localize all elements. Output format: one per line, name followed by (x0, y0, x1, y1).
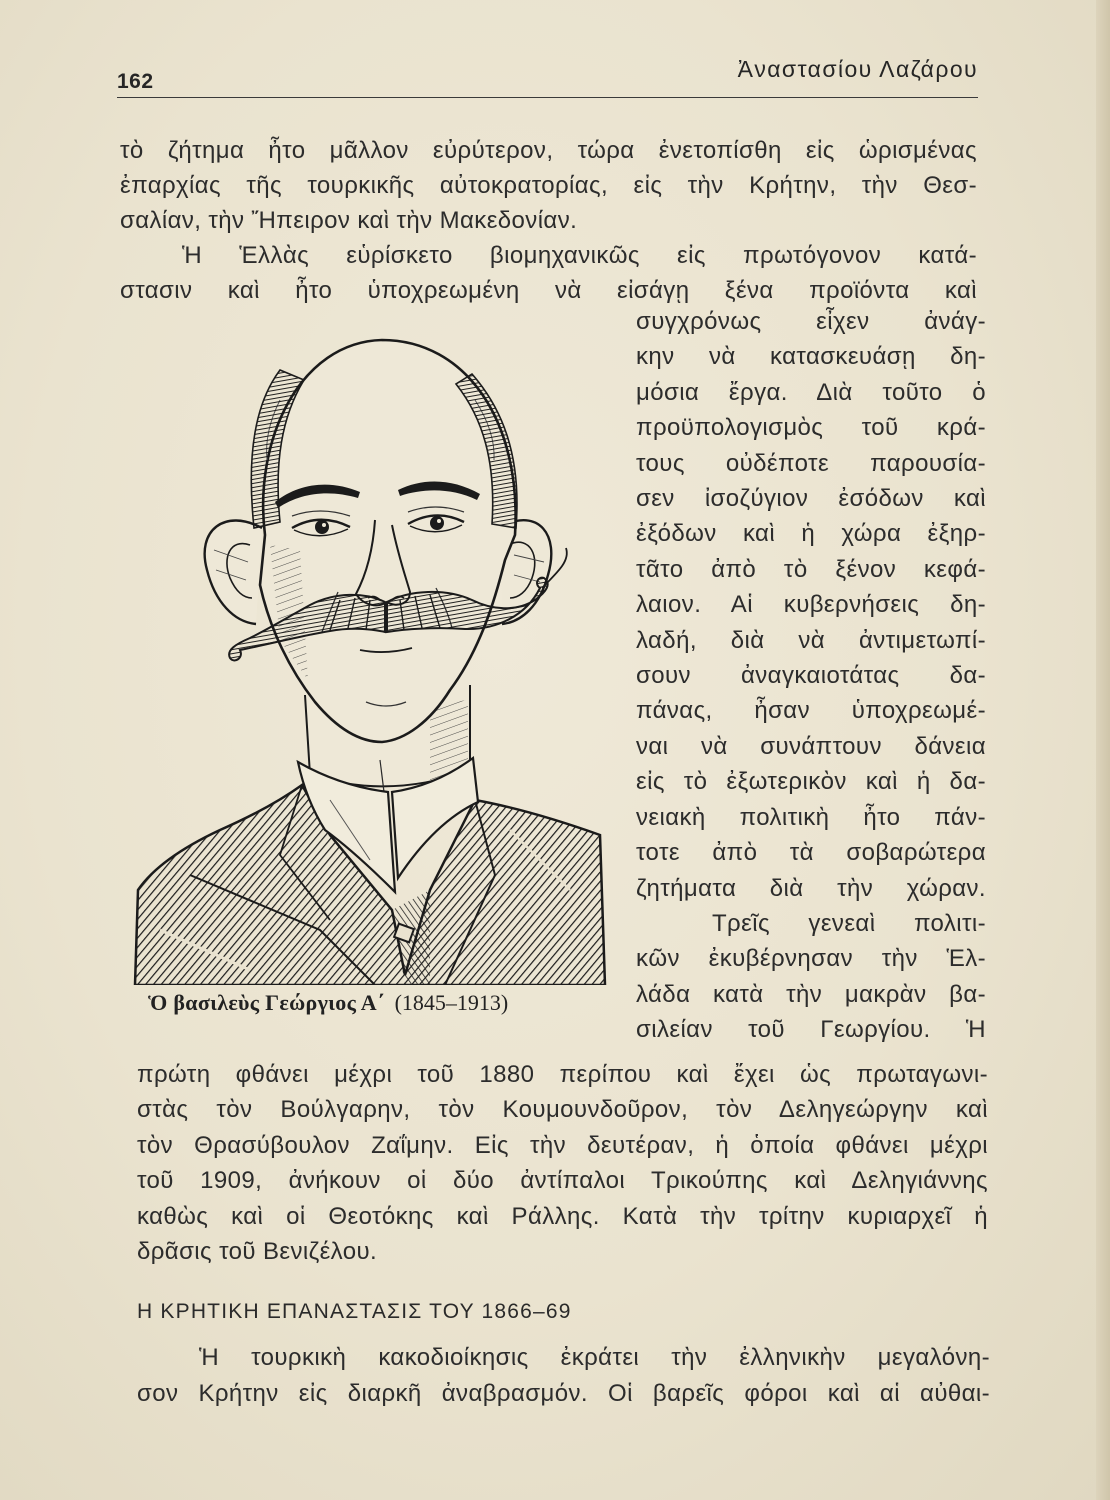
text-line: εἰς τὸ ἐξωτερικὸν καὶ ἡ δα- (636, 768, 986, 796)
section-text-block (137, 1340, 990, 1412)
page-number: 162 (117, 70, 154, 93)
text-line: σεν ἰσοζύγιον ἐσόδων καὶ (636, 485, 986, 513)
caption-dates: (1845–1913) (394, 990, 509, 1015)
text-line: μόσια ἔργα. Διὰ τοῦτο ὁ (636, 378, 986, 406)
text-line: νειακὴ πολιτικὴ ἦτο πάν- (636, 803, 986, 831)
text-line: σιλείαν τοῦ Γεωργίου. Ἡ (636, 1016, 986, 1044)
left-ear (205, 520, 262, 624)
closing-text-block (137, 1057, 988, 1269)
header-rule (117, 97, 978, 98)
text-line: σαλίαν, τὴν Ἤπειρον καὶ τὴν Μακεδονίαν. (120, 207, 578, 234)
text-line: ἐπαρχίας τῆς τουρκικῆς αὐτοκρατορίας, εἰς τὴν Κρήτην, τὴν Θεσ- (120, 172, 977, 199)
text-line: στασιν καὶ ἦτο ὑποχρεωμένη νὰ εἰσάγῃ ξένα προϊόντα καὶ (120, 277, 977, 304)
section-heading: Η ΚΡΗΤΙΚΗ ΕΠΑΝΑΣΤΑΣΙΣ ΤΟΥ 1866–69 (137, 1300, 572, 1323)
text-line: τὸν Θρασύβουλον Ζαΐμην. Εἰς τὴν δευτέραν, ἡ ὁποία φθάνει μέχρι (137, 1131, 988, 1159)
text-line: ζητήματα διὰ τὴν χώραν. (636, 874, 986, 902)
text-line: Τρεῖς γενεαὶ πολιτι- (712, 909, 986, 937)
text-line: σον Κρήτην εἰς διαρκῆ ἀναβρασμόν. Οἱ βαρεῖς φόροι καὶ αἱ αὐθαι- (137, 1380, 990, 1407)
text-line: Ἡ Ἑλλὰς εὑρίσκετο βιομηχανικῶς εἰς πρωτόγονον κατά- (182, 242, 977, 269)
text-line: ναι νὰ συνάπτουν δάνεια (636, 732, 986, 760)
text-line: τοῦ 1909, ἀνήκουν οἱ δύο ἀντίπαλοι Τρικούπης καὶ Δεληγιάννης (137, 1167, 988, 1195)
text-line: τους οὐδέποτε παρουσία- (636, 449, 986, 477)
text-line: λαδή, διὰ νὰ ἀντιμετωπί- (636, 626, 986, 654)
text-line: πρώτη φθάνει μέχρι τοῦ 1880 περίπου καὶ ἔχει ὡς πρωταγωνι- (137, 1061, 988, 1088)
opening-text-block (120, 133, 977, 308)
text-line: τᾶτο ἀπὸ τὸ ξένον κεφά- (636, 555, 986, 583)
text-line: προϋπολογισμὸς τοῦ κρά- (636, 414, 986, 442)
text-line: τὸ ζήτημα ἦτο μᾶλλον εὐρύτερον, τώρα ἐνετοπίσθη εἰς ὡρισμένας (120, 137, 977, 164)
figure-caption (148, 990, 508, 1016)
text-line: κῶν ἐκυβέρνησαν τὴν Ἑλ- (636, 945, 986, 973)
text-line: σουν ἀναγκαιοτάτας δα- (636, 662, 986, 690)
page-edge (1096, 0, 1110, 1500)
portrait-illustration (130, 330, 620, 985)
text-line: συγχρόνως εἶχεν ἀνάγ- (636, 308, 986, 335)
text-line: τοτε ἀπὸ τὰ σοβαρώτερα (636, 839, 986, 867)
text-line: λαιον. Αἱ κυβερνήσεις δη- (636, 591, 986, 619)
text-line: πάνας, ἦσαν ὑποχρεωμέ- (636, 697, 986, 725)
text-line: λάδα κατὰ τὴν μακρὰν βα- (636, 980, 986, 1008)
text-line: καθὼς καὶ οἱ Θεοτόκης καὶ Ράλλης. Κατὰ τὴν τρίτην κυριαρχεῖ ἡ (137, 1202, 988, 1230)
running-title: Ἀναστασίου Λαζάρου (737, 56, 978, 82)
text-line: κην νὰ κατασκευάσῃ δη- (636, 343, 986, 371)
text-line: δρᾶσις τοῦ Βενιζέλου. (137, 1238, 378, 1266)
column-text-block (636, 304, 986, 1048)
text-line: ἐξόδων καὶ ἡ χώρα ἐξηρ- (636, 520, 986, 548)
text-line: Ἡ τουρκικὴ κακοδιοίκησις ἐκράτει τὴν ἐλληνικὴν μεγαλόνη- (199, 1344, 990, 1371)
text-line: στὰς τὸν Βούλγαρην, τὸν Κουμουνδοῦρον, τὸν Δεληγεώργην καὶ (137, 1096, 988, 1124)
caption-name: Ὁ βασιλεὺς Γεώργιος Α΄ (148, 990, 385, 1015)
